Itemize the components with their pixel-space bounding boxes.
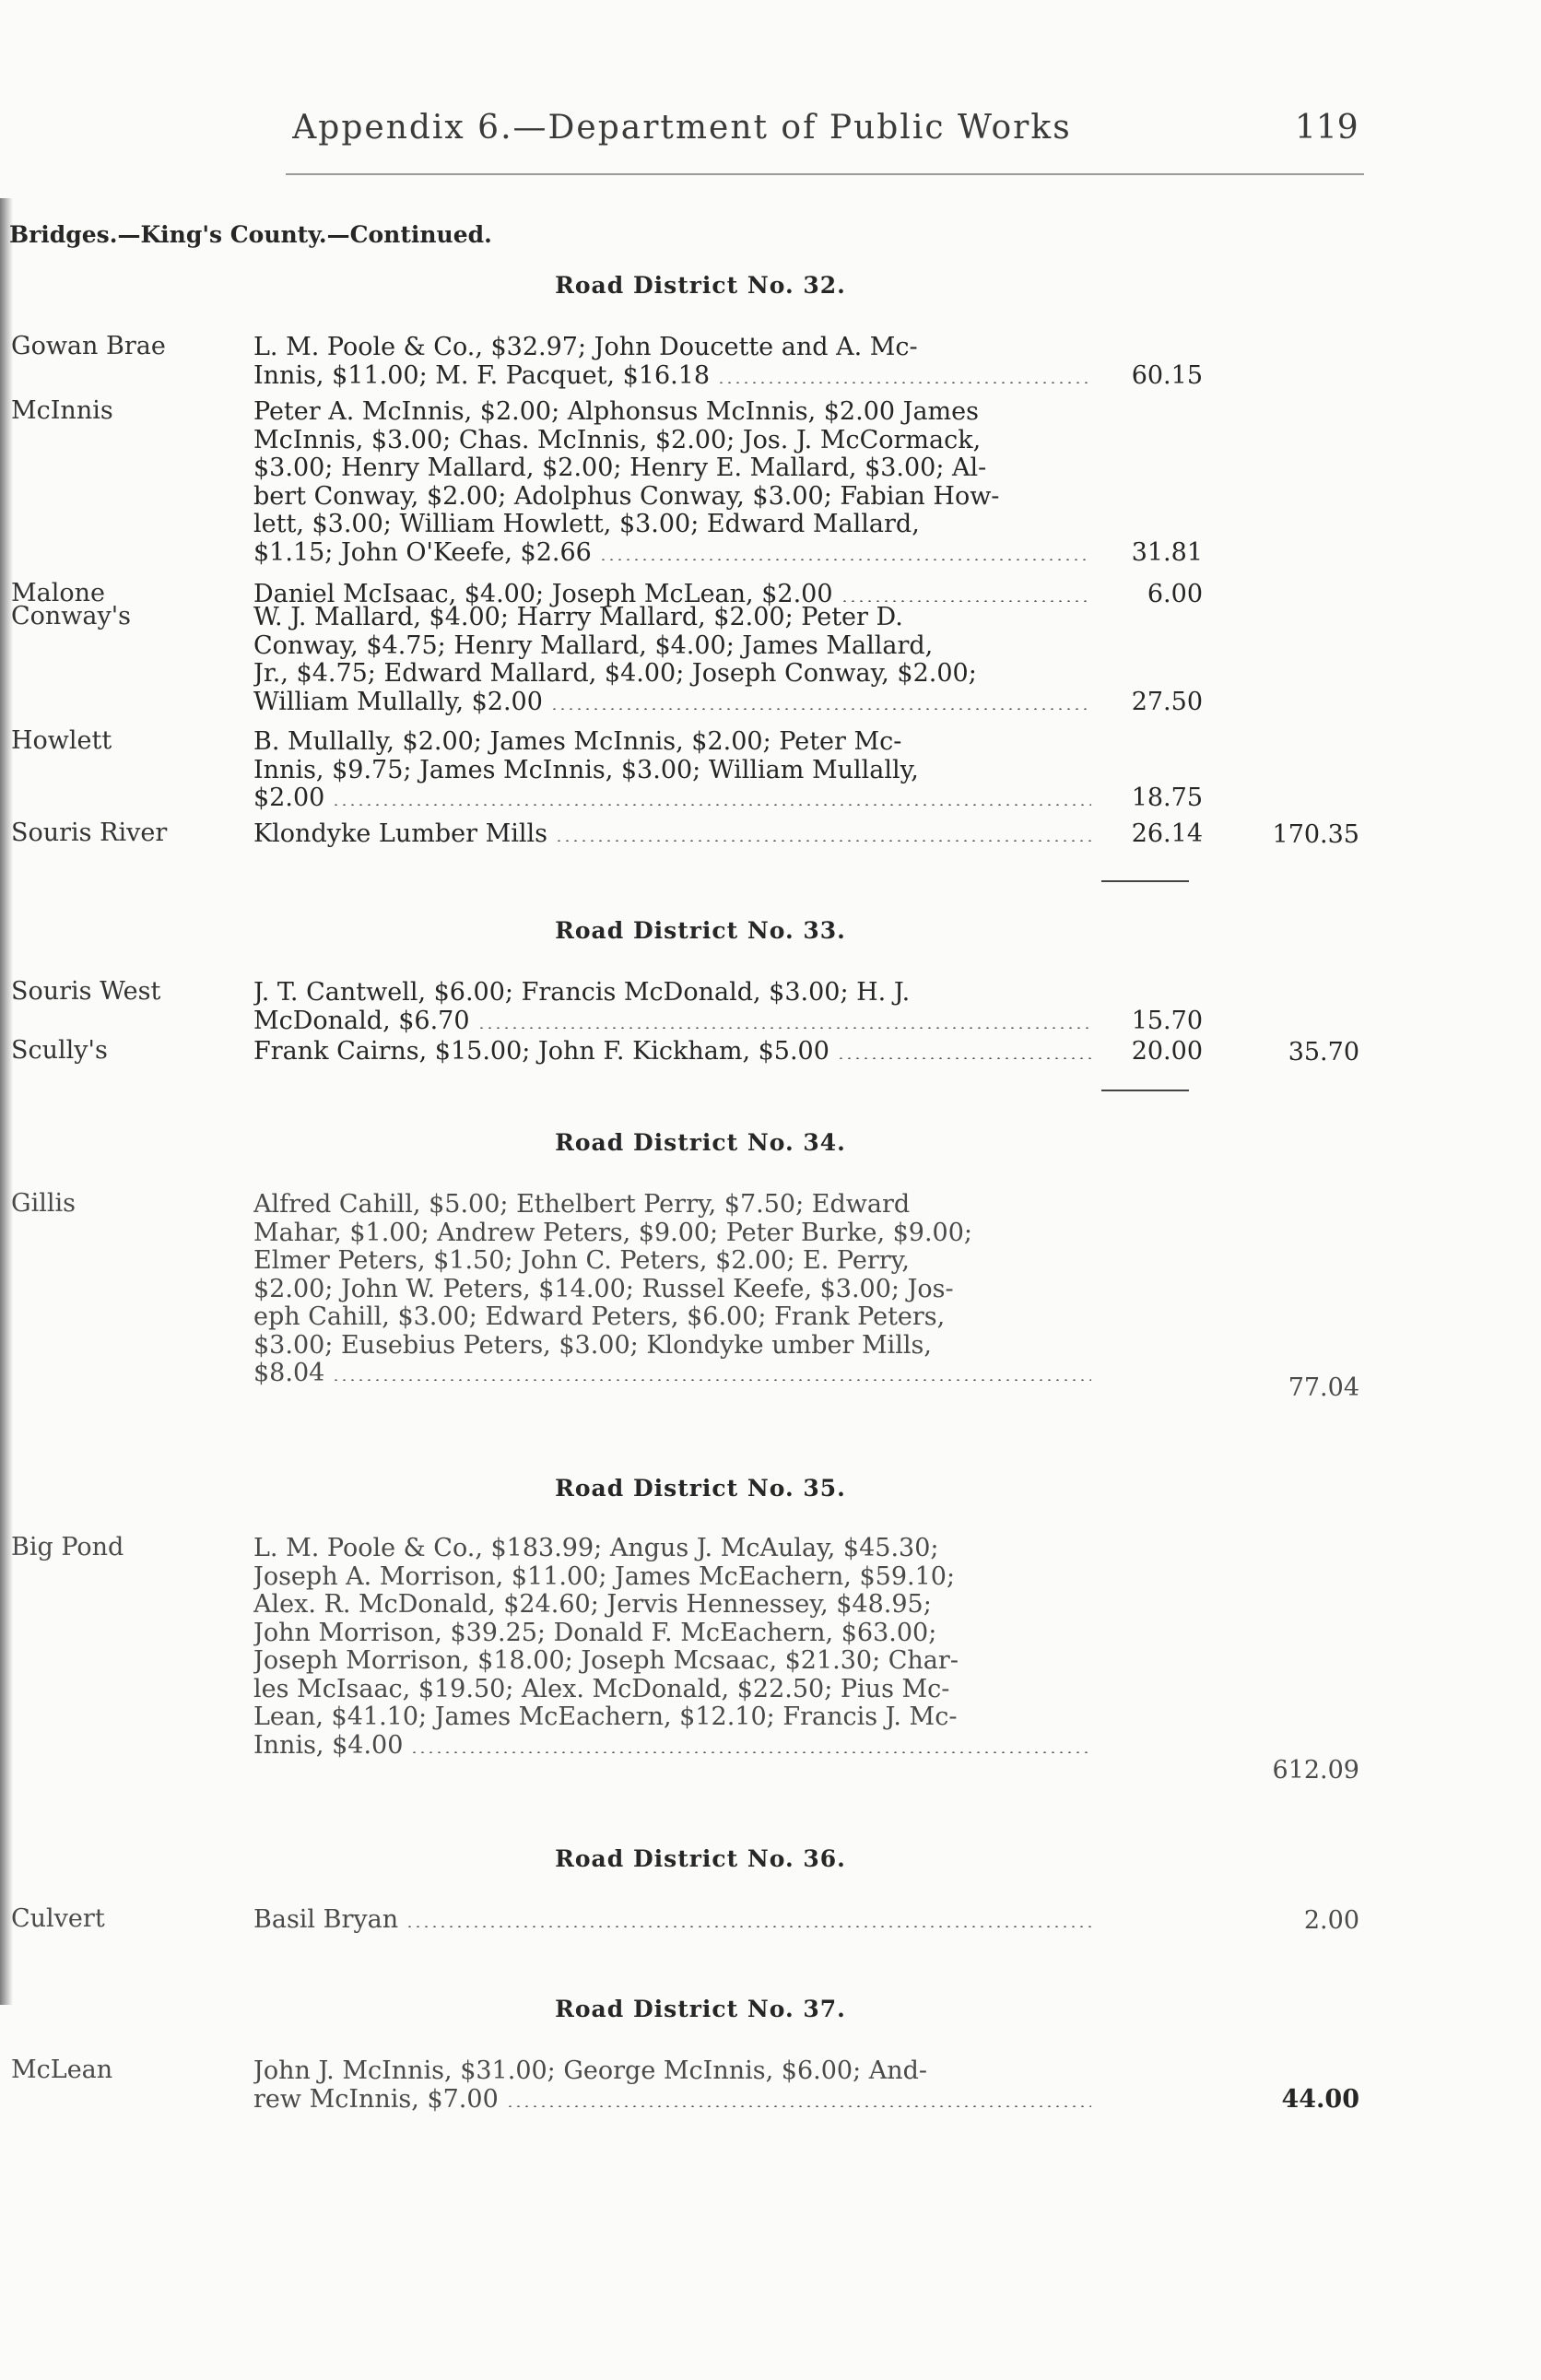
district-title: Road District No. 32. (555, 272, 846, 299)
entry-line (253, 1360, 1097, 1387)
entry-line: J. T. Cantwell, $6.00; Francis McDonald, $3.00; H. J. (253, 979, 911, 1007)
subtotal-rule (1101, 1090, 1189, 1091)
bridge-name: Gillis (11, 1189, 76, 1218)
entry-line: W. J. Mallard, $4.00; Harry Mallard, $2.00; Peter D. (253, 604, 903, 631)
page-number: 119 (1295, 109, 1359, 147)
entry-line: $2.00; John W. Peters, $14.00; Russel Keefe, $3.00; Jos- (253, 1275, 954, 1303)
bridge-name: Scully's (11, 1036, 108, 1065)
bridge-name: McLean (11, 2056, 113, 2084)
entry-line: bert Conway, $2.00; Adolphus Conway, $3.00; Fabian How- (253, 482, 1000, 511)
entry-line (253, 1038, 1097, 1066)
entry-line-text: Innis, $4.00 (253, 1731, 404, 1760)
entry-line-text: $1.15; John O'Keefe, $2.66 (253, 538, 592, 567)
entry-line: Joseph A. Morrison, $11.00; James McEachern, $59.10; (253, 1562, 956, 1591)
bridge-name: Culvert (11, 1904, 105, 1933)
entry-line: Peter A. McInnis, $2.00; Alphonsus McInnis, $2.00 James (253, 398, 979, 426)
entry-line (253, 1007, 1097, 1035)
bridge-amount: 26.14 (1131, 819, 1203, 848)
entry-line (253, 689, 1097, 716)
bridge-amount: 15.70 (1131, 1006, 1203, 1035)
dot-leader (410, 1751, 1091, 1753)
district-total: 170.35 (1272, 820, 1359, 849)
bridge-amount: 27.50 (1131, 687, 1203, 716)
dot-leader (477, 1027, 1091, 1029)
entry-line (253, 820, 1097, 848)
district-total: 77.04 (1288, 1373, 1359, 1402)
dot-leader (332, 804, 1091, 806)
bridge-amount: 31.81 (1131, 537, 1203, 567)
entry-line-text: William Mullally, $2.00 (253, 688, 543, 716)
entry-line (253, 1906, 1097, 1934)
district-title: Road District No. 37. (555, 1996, 846, 2022)
entry-line: John Morrison, $39.25; Donald F. McEachern, $63.00; (253, 1619, 937, 1647)
entry-line (253, 784, 1097, 812)
bridge-name: Big Pond (11, 1533, 124, 1561)
entry-line (253, 539, 1097, 567)
dot-leader (550, 708, 1091, 710)
entry-line-text: Klondyke Lumber Mills (253, 820, 547, 848)
running-head: Appendix 6.—Department of Public Works (292, 109, 1072, 147)
entry-line: les McIsaac, $19.50; Alex. McDonald, $22.50; Pius Mc- (253, 1675, 950, 1703)
entry-line-text: rew McInnis, $7.00 (253, 2085, 499, 2114)
section-continued-heading: Bridges.—King's County.—Continued. (9, 221, 492, 248)
entry-line: John J. McInnis, $31.00; George McInnis, $6.00; And- (253, 2057, 928, 2085)
entry-line: lett, $3.00; William Howlett, $3.00; Edward Mallard, (253, 511, 920, 538)
entry-line: Conway, $4.75; Henry Mallard, $4.00; James Mallard, (253, 631, 934, 660)
entry-line-text: Daniel McIsaac, $4.00; Joseph McLean, $2.00 (253, 581, 833, 608)
dot-leader (506, 2105, 1091, 2107)
district-title: Road District No. 34. (555, 1129, 846, 1156)
entry-line: Alfred Cahill, $5.00; Ethelbert Perry, $7.50; Edward (253, 1191, 911, 1219)
subtotal-rule (1101, 880, 1189, 882)
bridge-amount: 60.15 (1131, 360, 1203, 390)
entry-line: L. M. Poole & Co., $183.99; Angus J. McAulay, $45.30; (253, 1535, 939, 1562)
bridge-name: Howlett (11, 726, 112, 755)
entry-line: $3.00; Henry Mallard, $2.00; Henry E. Mallard, $3.00; Al- (253, 454, 987, 482)
dot-leader (599, 559, 1091, 560)
bridge-name: Malone (11, 579, 106, 607)
entry-line: Alex. R. McDonald, $24.60; Jervis Hennessey, $48.95; (253, 1591, 932, 1619)
entry-line-text: McDonald, $6.70 (253, 1007, 470, 1035)
district-title: Road District No. 33. (555, 917, 846, 944)
bridge-name: Souris West (11, 977, 161, 1006)
entry-line: Joseph Morrison, $18.00; Joseph Mcsaac, $21.30; Char- (253, 1647, 959, 1675)
entry-line: L. M. Poole & Co., $32.97; John Doucette and A. Mc- (253, 334, 918, 361)
page-binding-edge (0, 198, 13, 2005)
bridge-amount: 18.75 (1131, 784, 1203, 812)
header-rule (286, 173, 1364, 175)
bridge-name: McInnis (11, 396, 113, 425)
bridge-name: Conway's (11, 602, 132, 630)
district-total: 612.09 (1272, 1756, 1359, 1785)
entry-line: Innis, $9.75; James McInnis, $3.00; William Mullally, (253, 756, 919, 784)
entry-line: Mahar, $1.00; Andrew Peters, $9.00; Peter Burke, $9.00; (253, 1219, 973, 1247)
dot-leader (332, 1379, 1091, 1381)
district-title: Road District No. 35. (555, 1475, 846, 1502)
entry-line: $3.00; Eusebius Peters, $3.00; Klondyke umber Mills, (253, 1331, 932, 1360)
district-total: 44.00 (1281, 2085, 1359, 2114)
dot-leader (406, 1926, 1091, 1927)
district-title: Road District No. 36. (555, 1845, 846, 1872)
entry-line-text: Basil Bryan (253, 1906, 399, 1934)
district-total: 35.70 (1288, 1038, 1359, 1066)
entry-line-text: $8.04 (253, 1360, 325, 1387)
dot-leader (555, 840, 1091, 842)
bridge-name: Gowan Brae (11, 332, 166, 360)
entry-line-text: $2.00 (253, 784, 325, 812)
entry-line (253, 1732, 1097, 1760)
entry-line: B. Mullally, $2.00; James McInnis, $2.00; Peter Mc- (253, 728, 902, 756)
entry-line: Lean, $41.10; James McEachern, $12.10; Francis J. Mc- (253, 1703, 958, 1731)
entry-line: Jr., $4.75; Edward Mallard, $4.00; Joseph Conway, $2.00; (253, 660, 977, 688)
entry-line: Elmer Peters, $1.50; John C. Peters, $2.00; E. Perry, (253, 1247, 910, 1275)
bridge-name: Souris River (11, 819, 168, 847)
entry-line-text: Frank Cairns, $15.00; John F. Kickham, $5.00 (253, 1038, 829, 1066)
bridge-amount: 20.00 (1131, 1037, 1203, 1066)
entry-line: McInnis, $3.00; Chas. McInnis, $2.00; Jos. J. McCormack, (253, 426, 982, 454)
dot-leader (841, 600, 1091, 602)
entry-line: eph Cahill, $3.00; Edward Peters, $6.00; Frank Peters, (253, 1303, 946, 1331)
dot-leader (717, 382, 1091, 383)
dot-leader (837, 1057, 1091, 1059)
entry-line-text: Innis, $11.00; M. F. Pacquet, $16.18 (253, 361, 711, 390)
bridge-amount: 6.00 (1147, 580, 1203, 608)
entry-line (253, 362, 1097, 390)
entry-line (253, 2086, 1097, 2114)
district-total: 2.00 (1303, 1906, 1359, 1935)
